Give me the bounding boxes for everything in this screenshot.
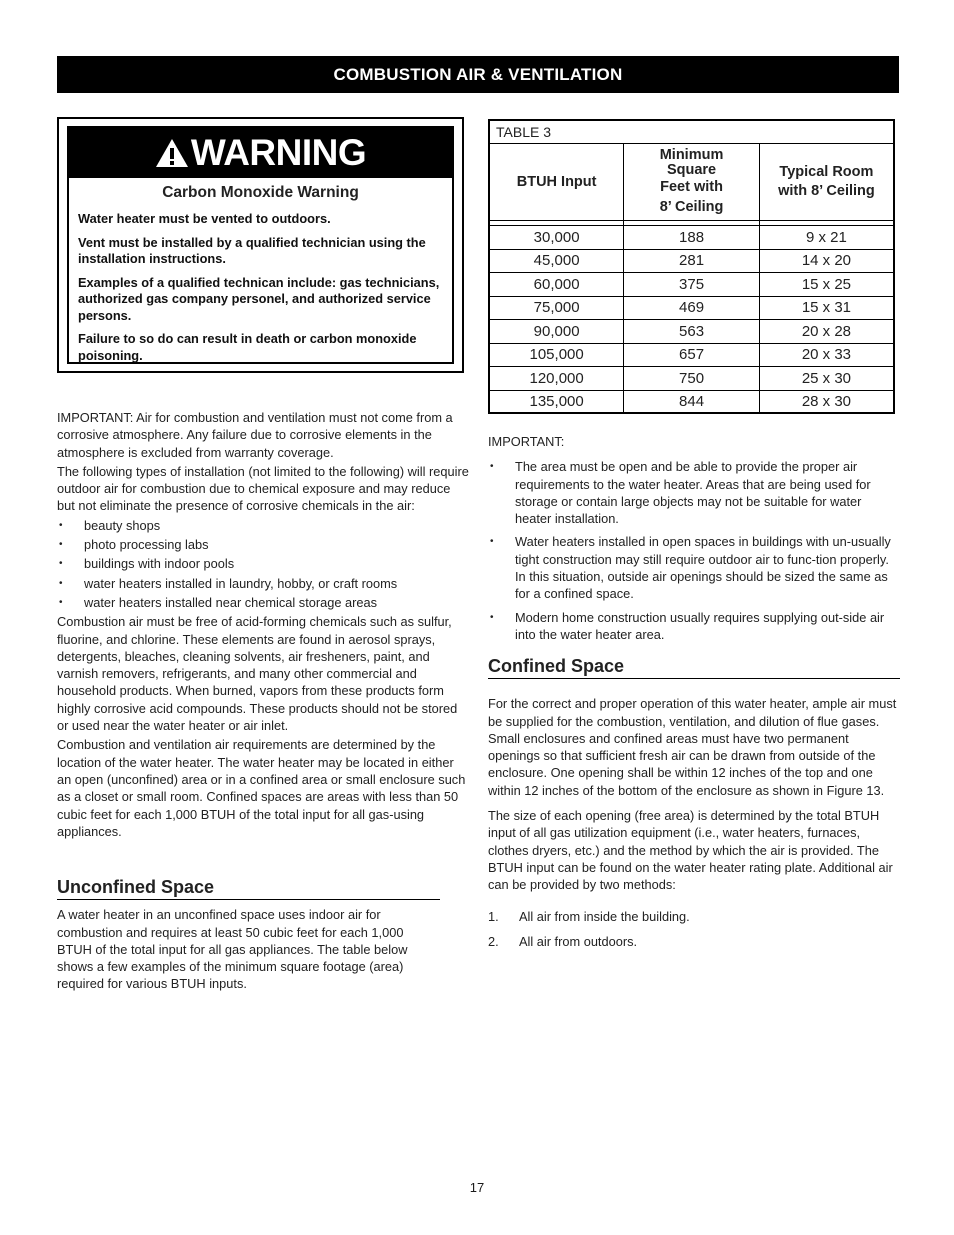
table-cell: 563 xyxy=(624,320,760,344)
list-item: • beauty shops xyxy=(57,517,469,534)
table-cell: 45,000 xyxy=(490,249,624,273)
important-label: IMPORTANT: xyxy=(488,434,565,449)
table-row xyxy=(490,320,894,344)
warning-paragraph: Examples of a qualified technican include: gas technicians, authorized gas company personel, and authorized service persons. xyxy=(78,274,440,323)
list-number: 1. xyxy=(488,908,499,924)
important-list xyxy=(488,458,900,643)
list-text: All air from outdoors. xyxy=(519,933,638,949)
page-number: 17 xyxy=(469,1180,485,1195)
chemicals-paragraph: Combustion air must be free of acid-forming chemicals such as sulfur, fluorine, and chlorine. These elements are found in aerosol sprays, detergents, bleaches, cleaning solvents, air fresheners, paint, and varnish removers, refrigerants, and many other commercial and household products. When burned, vapors from these products form highly corrosive acid compounds. These products should not be stored or used near the water heater or air inlet. xyxy=(57,614,458,734)
warning-paragraph: Failure to so do can result in death or carbon monoxide poisoning. xyxy=(78,331,417,363)
table-cell: 15 x 31 xyxy=(759,296,893,320)
table-header-row xyxy=(490,144,894,221)
warning-heading: WARNING xyxy=(190,132,367,173)
methods-list xyxy=(488,908,900,951)
list-item xyxy=(488,933,900,950)
right-column xyxy=(488,433,900,649)
table-cell: 14 x 20 xyxy=(759,249,893,273)
list-item: • buildings with indoor pools xyxy=(57,555,469,572)
table-cell: 28 x 30 xyxy=(759,390,893,414)
warning-subtitle: Carbon Monoxide Warning xyxy=(162,184,359,201)
list-item: • Modern home construction usually requires supplying out-side air into the water heater area. xyxy=(488,609,900,644)
table-cell: 105,000 xyxy=(490,343,624,367)
section-banner: COMBUSTION AIR & VENTILATION xyxy=(57,56,899,93)
table-row xyxy=(490,273,894,297)
table-row xyxy=(490,390,894,414)
header-line: 8’ Ceiling xyxy=(659,198,724,215)
table-cell: 25 x 30 xyxy=(759,367,893,391)
list-item: • water heaters installed in laundry, hobby, or craft rooms xyxy=(57,575,469,592)
table-row xyxy=(490,296,894,320)
warning-paragraph: Vent must be installed by a qualified technician using the installation instructions. xyxy=(78,234,426,266)
header-line: Typical Room xyxy=(779,164,874,180)
confined-section xyxy=(488,658,900,958)
list-item: • water heaters installed near chemical storage areas xyxy=(57,594,469,611)
table-cell: 15 x 25 xyxy=(759,273,893,297)
table-cell: 30,000 xyxy=(490,226,624,250)
header-line: Square xyxy=(666,161,717,178)
list-item: • Water heaters installed in open spaces in buildings with un-usually tight construction may still require outdoor air to func-tion properly. In this situation, outside air openings should be sized the same as for a confined space. xyxy=(488,533,900,602)
table-cell: 120,000 xyxy=(490,367,624,391)
table-cell: 75,000 xyxy=(490,296,624,320)
installation-types-paragraph: The following types of installation (not limited to the following) will require outdoor air for combustion due to chemical exposure and may reduce but not eliminate the presence of corrosive chemicals in the air: xyxy=(57,463,469,514)
table-cell: 750 xyxy=(624,367,760,391)
table-row xyxy=(490,367,894,391)
table-3 xyxy=(488,119,895,414)
list-number: 2. xyxy=(488,933,499,949)
warning-triangle-icon xyxy=(155,137,189,169)
confined-space-heading: Confined Space xyxy=(488,658,900,679)
table-cell: 844 xyxy=(624,390,760,414)
header-line: Minimum xyxy=(659,146,724,163)
unconfined-section xyxy=(57,879,440,995)
header-line: Feet with xyxy=(660,178,723,195)
list-item: • photo processing labs xyxy=(57,536,469,553)
header-line: with 8’ Ceiling xyxy=(778,183,875,199)
table-cell: 9 x 21 xyxy=(759,226,893,250)
warning-inner-frame xyxy=(67,126,454,364)
warning-box xyxy=(57,117,464,373)
list-item: • The area must be open and be able to provide the proper air requirements to the water heater. Areas that are being used for storage or contain large objects may not be suitable for water heater installation. xyxy=(488,458,900,527)
list-text: All air from inside the building. xyxy=(519,908,690,924)
unconfined-space-heading: Unconfined Space xyxy=(57,879,440,900)
left-column xyxy=(57,409,469,842)
table-cell: 60,000 xyxy=(490,273,624,297)
table-row xyxy=(490,343,894,367)
table-cell: 281 xyxy=(624,249,760,273)
unconfined-paragraph: A water heater in an unconfined space uses indoor air for combustion and requires at least 50 cubic feet for each 1,000 BTUH of the total input for all gas appliances. The table below shows a few examples of the minimum square footage (area) required for various BTUH inputs. xyxy=(57,907,408,992)
table-cell: 188 xyxy=(624,226,760,250)
table-caption: TABLE 3 xyxy=(496,124,551,140)
confined-paragraph: For the correct and proper operation of this water heater, ample air must be supplied for the combustion, ventilation, and dilution of flue gases. Small enclosures and confined areas must have two permanent openings so that sufficient fresh air can be drawn from outside of the enclosure. One opening shall be within 12 inches of the top and one within 12 inches of the bottom of the enclosure as shown in Figure 13. xyxy=(488,696,897,798)
requirements-paragraph: Combustion and ventilation air requirements are determined by the location of the water heater. The water heater may be located in either an open (unconfined) area or in a confined area or small enclosure such as a closet or small room. Confined spaces are areas with less than 50 cubic feet for each 1,000 BTUH of the total input for all gas-using appliances. xyxy=(57,737,466,839)
corrosive-locations-list xyxy=(57,517,469,611)
table-cell: 469 xyxy=(624,296,760,320)
table-cell: 375 xyxy=(624,273,760,297)
table-row xyxy=(490,226,894,250)
intro-paragraph: IMPORTANT: Air for combustion and ventilation must not come from a corrosive atmosphere. Any failure due to corrosive elements in the atmosphere is excluded from warranty coverage. xyxy=(57,410,453,460)
table-cell: 135,000 xyxy=(490,390,624,414)
opening-size-paragraph: The size of each opening (free area) is determined by the total BTUH input of all gas utilization equipment (i.e., water heaters, furnaces, clothes dryers, etc.) and the method by which the air is provided. The BTUH input can be found on the water heater rating plate. Additional air can be provided by two methods: xyxy=(488,808,893,893)
warning-header xyxy=(69,128,452,178)
column-header-min-square-feet xyxy=(624,144,760,221)
table-cell: 20 x 33 xyxy=(759,343,893,367)
btuh-table xyxy=(489,143,894,414)
table-row xyxy=(490,249,894,273)
table-cell: 657 xyxy=(624,343,760,367)
table-cell: 90,000 xyxy=(490,320,624,344)
column-header-btuh: BTUH Input xyxy=(490,144,624,221)
column-header-typical-room xyxy=(759,144,893,221)
table-cell: 20 x 28 xyxy=(759,320,893,344)
list-item xyxy=(488,908,900,925)
warning-paragraph: Water heater must be vented to outdoors. xyxy=(78,211,331,226)
